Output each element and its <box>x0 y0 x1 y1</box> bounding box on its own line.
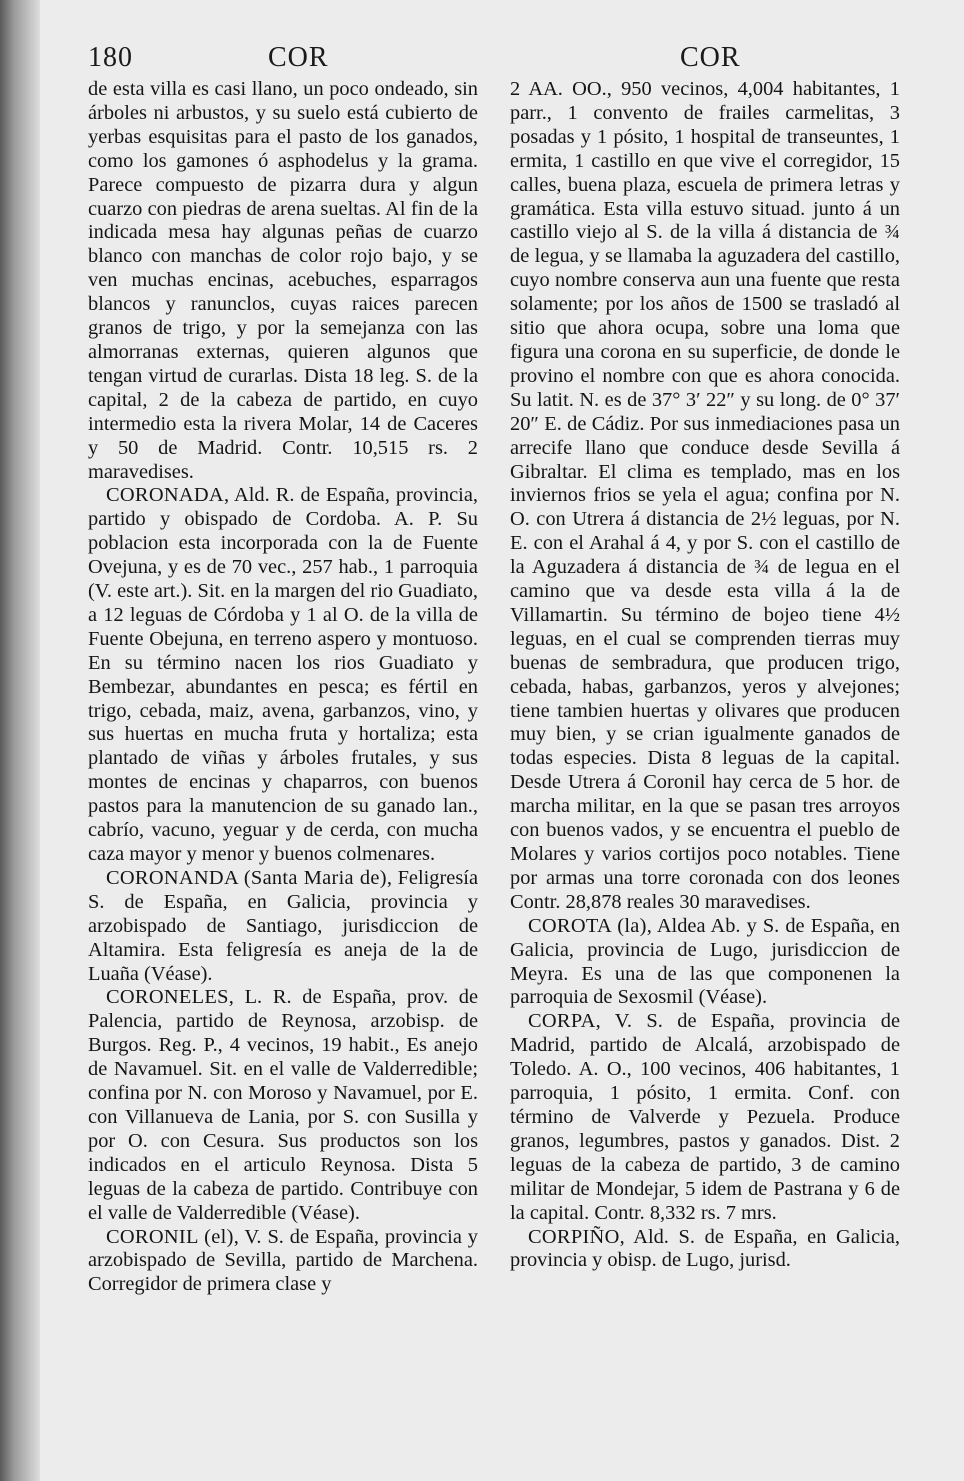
entry-headword: COROTA (la) <box>528 914 647 937</box>
entry-corpa <box>510 1010 900 1225</box>
entry-headword: CORONADA <box>106 484 224 507</box>
right-running-head: COR <box>680 42 741 73</box>
entry-continuation: de esta villa es casi llano, un poco ondeado, sin árboles ni arbustos, y su suelo está cubierto de yerbas esquisitas para el pasto de los ganados, como los gamones ó asphodelus y la grama. Parece compuesto de pizarra dura y algun cuarzo con piedras de arena sueltas. Al fin de la indicada mesa hay algunas peñas de cuarzo blanco con manchas de color rojo bajo, y se ven muchas encinas, acebuches, esparragos blancos y ranunclos, cuyas raices parecen granos de trigo, y por la semejanza con las almorranas externas, quieren algunos que tengan virtud de curarlas. Dista 18 leg. S. de la capital, 2 de la cabeza de partido, en cuyo intermedio esta la rivera Molar, 14 de Caceres y 50 de Madrid. Contr. 10,515 rs. 2 maravedises. <box>88 78 478 483</box>
right-column <box>510 78 900 1273</box>
entry-headword: CORONELES <box>106 986 229 1009</box>
left-running-head: COR <box>268 42 329 73</box>
entry-body: , Aldea Ab. y S. de España, en Galicia, provincia de Lugo, jurisdiccion de Meyra. Es una de las que componenen la parroquia de Sexosmil (Véase). <box>510 914 900 1009</box>
entry-coronanda <box>88 867 478 987</box>
entry-corpino <box>510 1226 900 1274</box>
entry-headword: CORPA <box>528 1010 596 1033</box>
entry-body: , Ald. R. de España, provincia, partido y obispado de Cordoba. A. P. Su poblacion esta incorporada con la de Fuente Ovejuna, y es de 70 vec., 257 hab., 1 parroquia (V. este art.). Sit. en la margen del rio Guadiato, a 12 leguas de Córdoba y 1 al O. de la villa de Fuente Obejuna, en terreno aspero y montuoso. En su término nacen los rios Guadiato y Bembezar, abundantes en pesca; es fértil en trigo, cebada, maiz, avena, garbanzos, vino, y sus huertas en mucha fruta y hortaliza; esta plantado de viñas y árboles frutales, y sus montes de encinas y chaparros, con buenos pastos para la manutencion de su ganado lan., cabrío, vacuno, yeguar y de cerda, con mucha caza mayor y menor y buenos colmenares. <box>88 484 478 865</box>
entry-corota <box>510 915 900 1011</box>
entry-headword: CORONIL (el) <box>106 1225 234 1248</box>
entry-body: , Ald. S. de España, en Galicia, provincia y obisp. de Lugo, jurisd. <box>510 1225 900 1272</box>
entry-coronada <box>88 484 478 867</box>
page-number: 180 <box>88 42 133 73</box>
entry-body: , Feligresía S. de España, en Galicia, provincia y arzobispado de Santiago, jurisdiccion de Altamira. Esta feligresía es aneja de la de Luaña (Véase). <box>88 866 478 985</box>
left-column <box>88 78 478 1297</box>
column-gap <box>496 80 497 1380</box>
page-gutter-shadow <box>0 0 40 1481</box>
entry-coroneles <box>88 986 478 1225</box>
entry-body: , V. S. de España, provincia y arzobispado de Sevilla, partido de Marchena. Corregidor de primera clase y <box>88 1225 478 1296</box>
entry-coronil <box>88 1226 478 1298</box>
entry-headword: CORPIÑO <box>528 1225 620 1248</box>
entry-headword: CORONANDA (Santa Maria de) <box>106 866 387 889</box>
entry-body: , V. S. de España, provincia de Madrid, partido de Alcalá, arzobispado de Toledo. A. O., 100 vecinos, 406 habitantes, 1 parroquia, 1 pósito, 1 ermita. Conf. con término de Valverde y Pezuela. Produce granos, legumbres, pastos y ganados. Dist. 2 leguas de la cabeza de partido, 3 de camino militar de Mondejar, 5 idem de Pastrana y 6 de la capital. Contr. 8,332 rs. 7 mrs. <box>510 1010 900 1224</box>
entry-body: , L. R. de España, prov. de Palencia, partido de Reynosa, arzobisp. de Burgos. Reg. P., 4 vecinos, 19 habit., Es anejo de Navamuel. Sit. en el valle de Valderredible; confina por N. con Moroso y Navamuel, por E. con Villanueva de Lania, por S. con Susilla y por O. con Cesura. Sus productos son los indicados en el articulo Reynosa. Dista 5 leguas de la cabeza de partido. Contribuye con el valle de Valderredible (Véase). <box>88 986 478 1224</box>
entry-continuation: 2 AA. OO., 950 vecinos, 4,004 habitantes, 1 parr., 1 convento de frailes carmelitas, 3 posadas y 1 pósito, 1 hospital de transeuntes, 1 ermita, 1 castillo en que vive el corregidor, 15 calles, buena plaza, escuela de primera letras y gramática. Esta villa estuvo situad. junto á un castillo viejo al S. de la villa á distancia de ¾ de legua, y se llamaba la aguzadera del castillo, cuyo nombre conserva aun una fuente que resta solamente; por los años de 1500 se trasladó al sitio que ahora ocupa, sobre una loma que figura una corona en su superficie, de donde le provino el nombre con que es ahora conocida. Su latit. N. es de 37° 3′ 22″ y su long. de 0° 37′ 20″ E. de Cádiz. Por sus inmediaciones pasa un arrecife llano que conduce desde Sevilla á Gibraltar. El clima es templado, mas en los inviernos frios se yela el agua; confina por N. O. con Utrera á distancia de 2½ leguas, por N. E. con el Arahal á 4, y por S. con el castillo de la Aguzadera á distancia de ¾ de legua en el camino que va desde esta villa á la de Villamartin. Su término de bojeo tiene 4½ leguas, en el cual se comprenden tierras muy buenas de sembradura, que producen trigo, cebada, habas, garbanzos, yeros y alvejones; tiene tambien huertas y olivares que producen muy bien, y se crian igualmente ganados de todas especies. Dista 8 leguas de la capital. Desde Utrera á Coronil hay cerca de 5 hor. de marcha militar, en la que se pasan tres arroyos con buenos vados, y se encuentra el pueblo de Molares y varios cortijos poco notables. Tiene por armas una torre coronada con dos leones Contr. 28,878 reales 30 maravedises. <box>510 78 900 913</box>
